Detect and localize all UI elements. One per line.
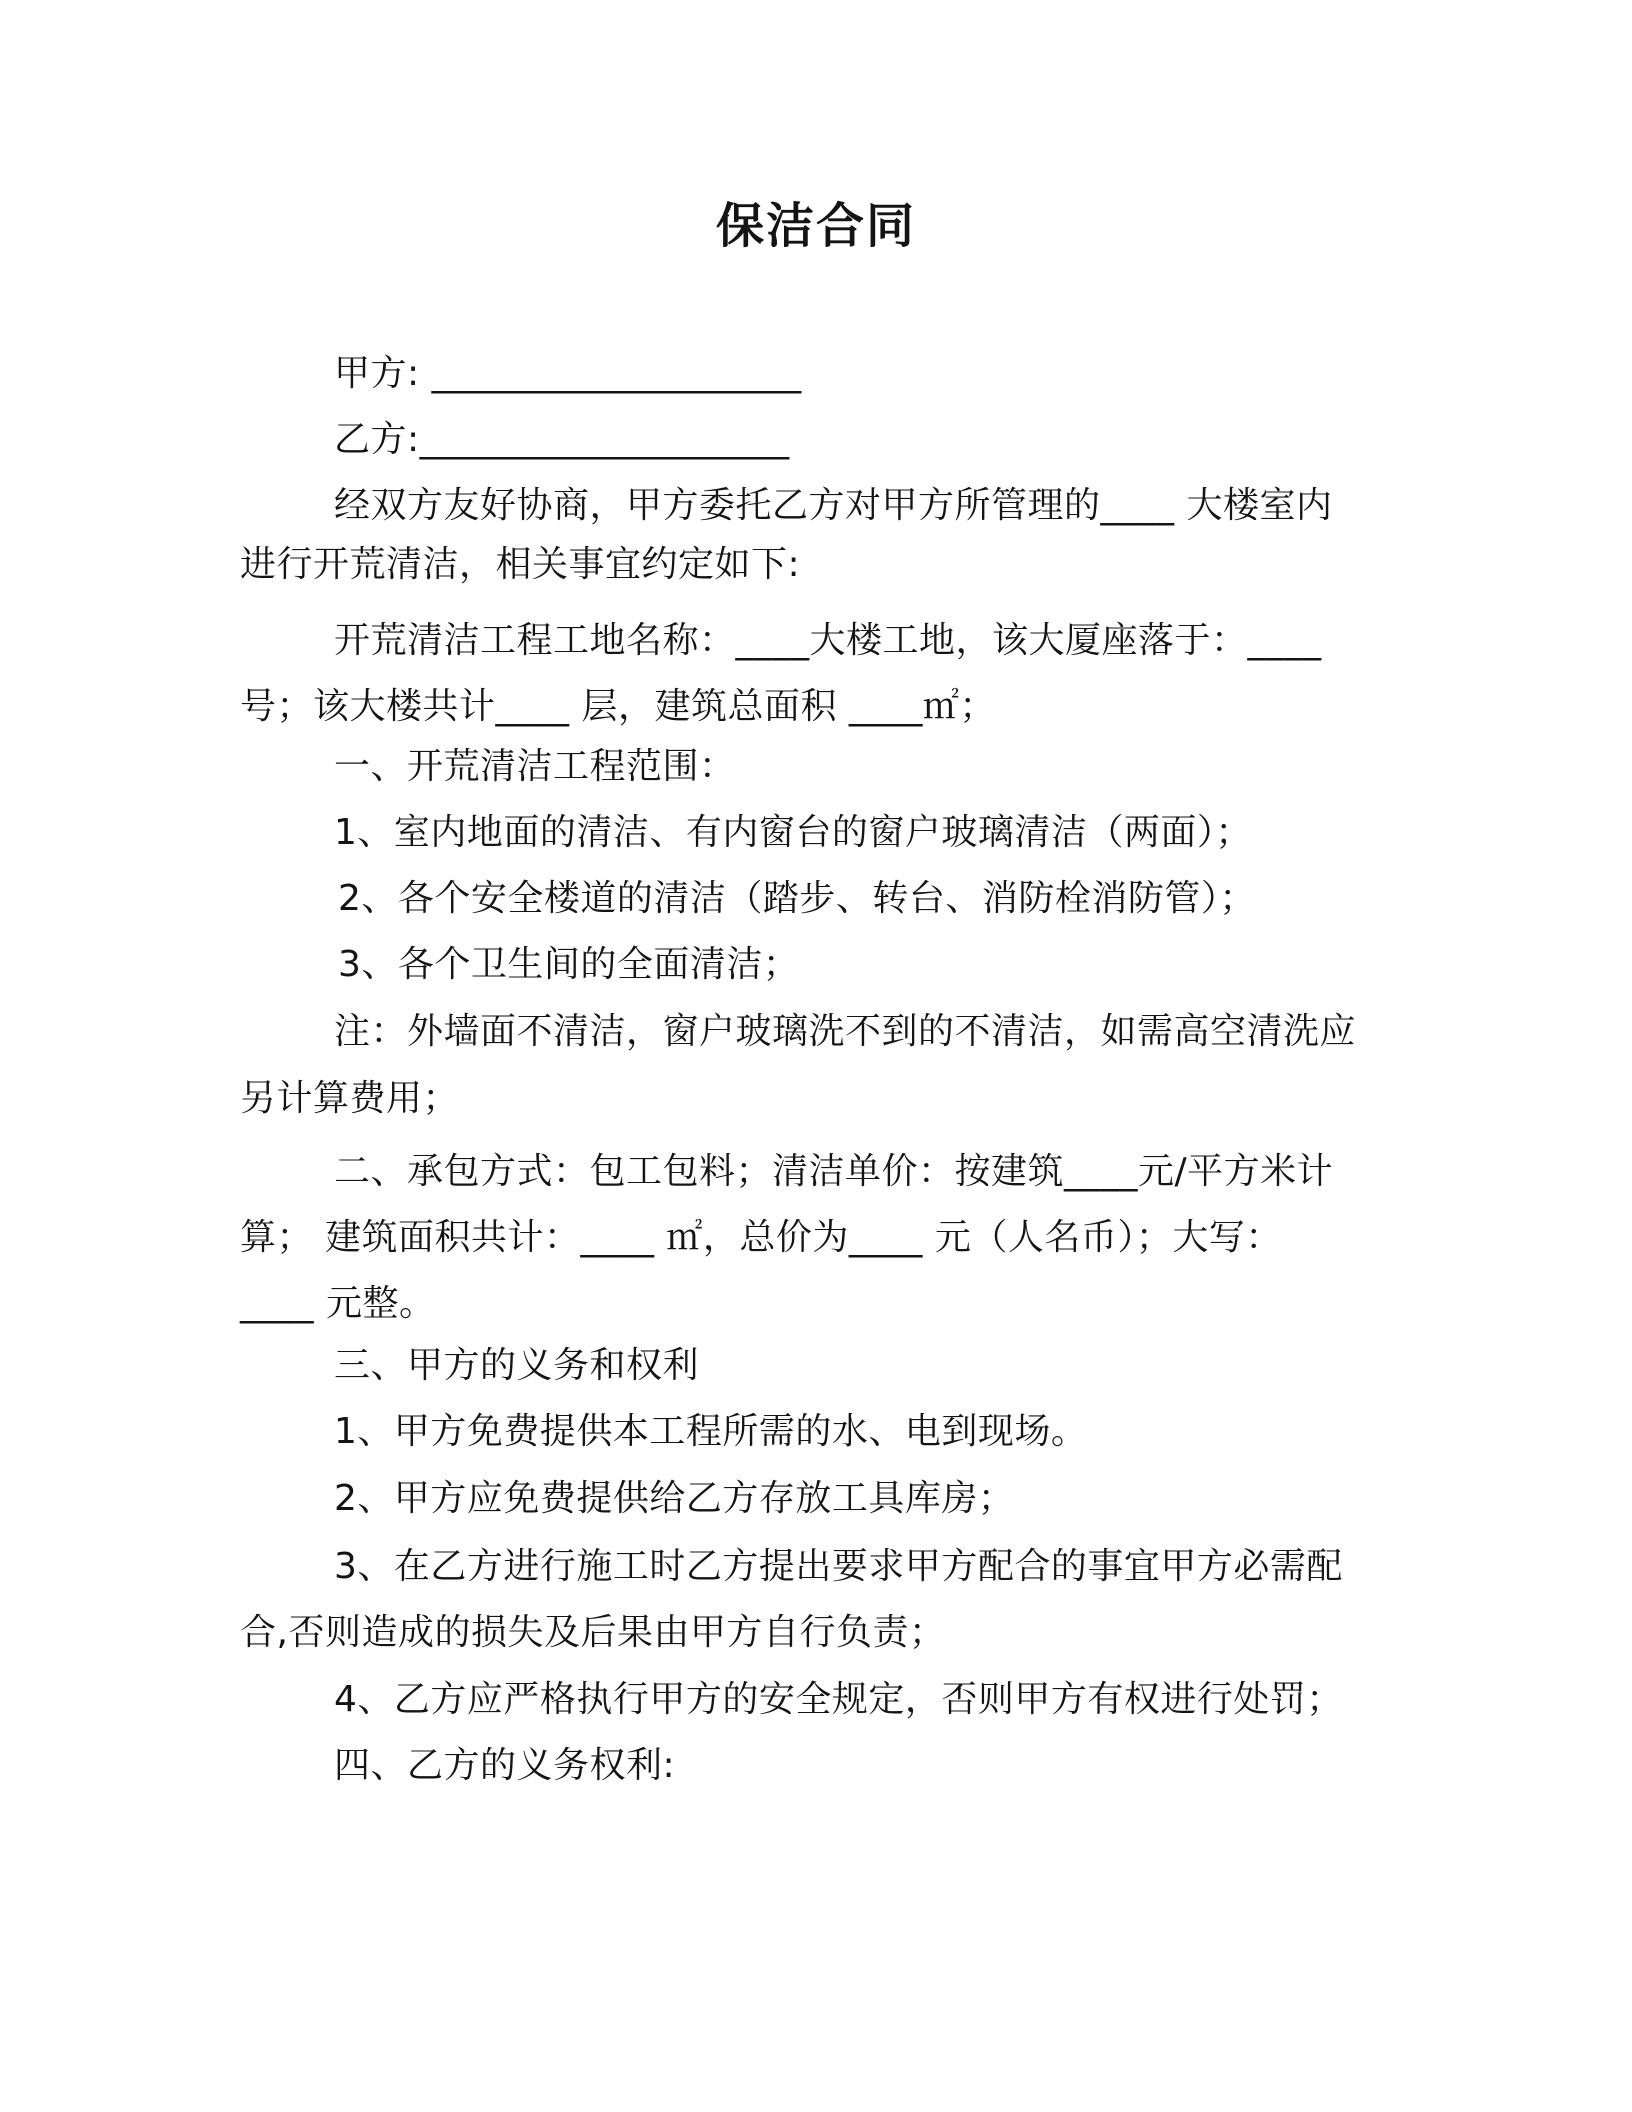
party-a-line: 甲方: ____________________ bbox=[334, 353, 802, 394]
section-heading-2: 二、承包方式：包工包料；清洁单价：按建筑____元/平方米计 bbox=[334, 1151, 1334, 1192]
list-item: 1、甲方免费提供本工程所需的水、电到现场。 bbox=[334, 1411, 1088, 1452]
section-heading-3: 三、甲方的义务和权利 bbox=[334, 1345, 700, 1386]
list-item: 合,否则造成的损失及后果由甲方自行负责； bbox=[240, 1612, 946, 1653]
document-title: 保洁合同 bbox=[715, 198, 916, 254]
paragraph-line: 进行开荒清洁，相关事宜约定如下: bbox=[240, 544, 801, 585]
list-item: 3、各个卫生间的全面清洁； bbox=[338, 944, 800, 985]
party-b-line: 乙方:____________________ bbox=[334, 419, 790, 460]
list-item: 2、甲方应免费提供给乙方存放工具库房； bbox=[334, 1478, 1015, 1519]
note-line: 另计算费用； bbox=[240, 1078, 460, 1119]
paragraph-line: 经双方友好协商，甲方委托乙方对甲方所管理的____ 大楼室内 bbox=[334, 485, 1333, 526]
paragraph-line: ____ 元整。 bbox=[240, 1283, 436, 1324]
list-item: 2、各个安全楼道的清洁（踏步、转台、消防栓消防管）； bbox=[338, 878, 1256, 919]
note-line: 注：外墙面不清洁，窗户玻璃洗不到的不清洁，如需高空清洗应 bbox=[334, 1011, 1357, 1052]
list-item: 4、乙方应严格执行甲方的安全规定，否则甲方有权进行处罚； bbox=[334, 1679, 1343, 1720]
list-item: 3、在乙方进行施工时乙方提出要求甲方配合的事宜甲方必需配 bbox=[334, 1546, 1343, 1587]
paragraph-line: 开荒清洁工程工地名称：____大楼工地，该大厦座落于：____ bbox=[334, 620, 1322, 661]
paragraph-line: 号；该大楼共计____ 层，建筑总面积 ____㎡； bbox=[240, 686, 996, 727]
list-item: 1、室内地面的清洁、有内窗台的窗户玻璃清洁（两面）； bbox=[334, 812, 1252, 853]
section-heading-1: 一、开荒清洁工程范围： bbox=[334, 746, 736, 787]
paragraph-line: 算； 建筑面积共计：____ ㎡，总价为____ 元（人名币）；大写： bbox=[240, 1217, 1282, 1258]
section-heading-4: 四、乙方的义务权利: bbox=[334, 1745, 676, 1786]
